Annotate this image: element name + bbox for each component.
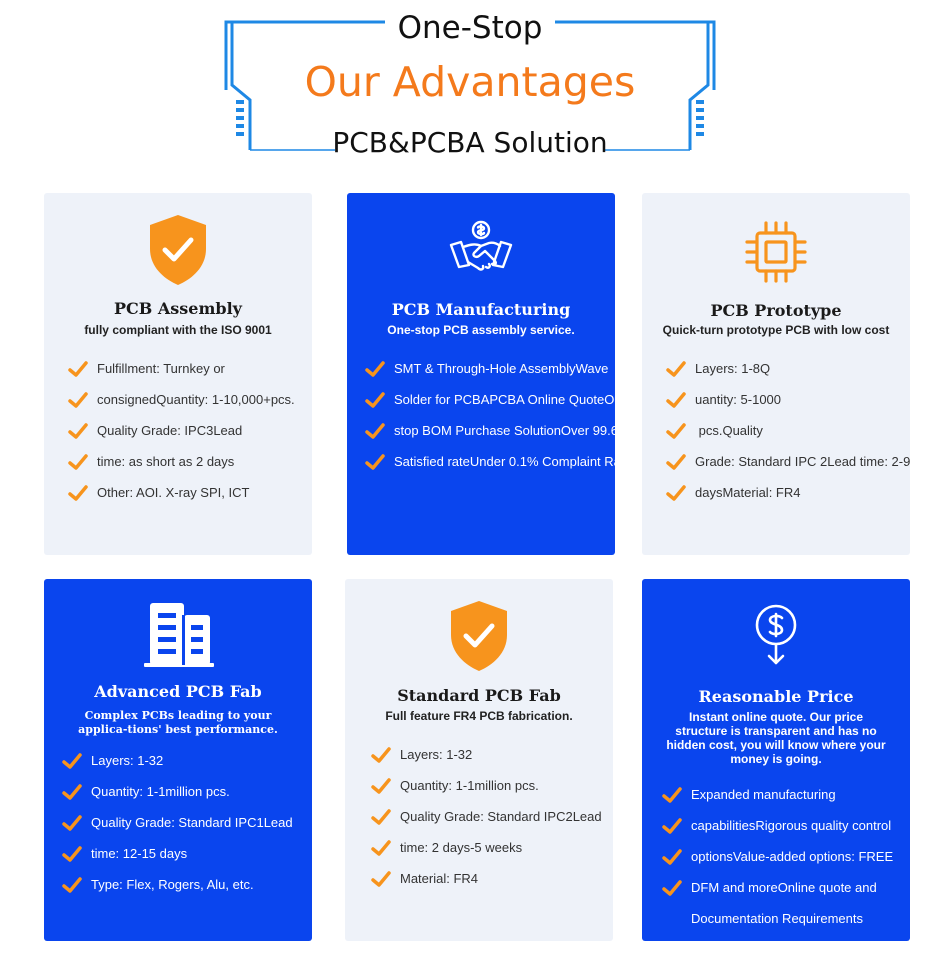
shield-check-icon [345,599,613,673]
page-header [0,0,940,170]
list-item-text: stop BOM Purchase SolutionOver 99.6% [394,423,630,438]
list-item [666,384,910,415]
check-icon [371,870,391,888]
list-item-text: Material: FR4 [400,871,479,886]
list-item [68,477,295,508]
handshake-dollar-icon [347,219,615,281]
card-title: PCB Prototype [710,301,842,320]
check-icon [662,879,682,897]
card-subtitle: Complex PCBs leading to your applica-tions' best performance. [78,709,278,736]
list-item-text: Quality Grade: Standard IPC2Lead [400,809,602,824]
check-icon [371,839,391,857]
list-item-text: Quality Grade: Standard IPC1Lead [91,815,293,830]
check-icon [68,391,88,409]
card-advanced-pcb-fab [44,579,312,941]
card-pcb-assembly [44,193,312,555]
card-title: Standard PCB Fab [397,686,561,705]
list-item [666,477,910,508]
check-icon [662,817,682,835]
check-icon [365,391,385,409]
card-pcb-manufacturing [347,193,634,555]
building-icon [44,599,312,669]
feature-list [662,779,893,934]
shield-check-icon [44,213,312,287]
check-icon [666,360,686,378]
list-item [371,801,602,832]
chip-icon [642,219,910,285]
list-item-text: Quantity: 1-1million pcs. [400,778,539,793]
list-item [62,807,293,838]
check-icon [68,453,88,471]
list-item-text: uantity: 5-1000 [695,392,782,407]
card-subtitle: Full feature FR4 PCB fabrication. [385,709,573,723]
list-item-text: Expanded manufacturing [691,787,836,802]
list-item-text: consignedQuantity: 1-10,000+pcs. [97,392,295,407]
card-subtitle: Quick-turn prototype PCB with low cost [662,323,890,337]
list-item-text: Grade: Standard IPC 2Lead time: 2-9 [695,454,911,469]
list-item-text: Solder for PCBAPCBA Online QuoteOne- [394,392,634,407]
list-item-text: capabilitiesRigorous quality control [691,818,892,833]
list-item [62,838,293,869]
list-item-text: time: 2 days-5 weeks [400,840,523,855]
check-icon [365,453,385,471]
check-icon [68,484,88,502]
check-icon [662,786,682,804]
card-title: PCB Assembly [114,299,242,318]
check-icon [62,752,82,770]
check-icon [666,453,686,471]
list-item-text: Quality Grade: IPC3Lead [97,423,243,438]
check-icon [662,848,682,866]
card-title: Reasonable Price [698,687,854,706]
list-item [371,739,602,770]
card-title: PCB Manufacturing [391,300,571,319]
list-item-text: DFM and moreOnline quote and [691,880,877,895]
list-item-text: Layers: 1-32 [400,747,473,762]
card-subtitle: One-stop PCB assembly service. [387,323,575,337]
check-icon [371,777,391,795]
list-item-text: Satisfied rateUnder 0.1% Complaint Rate [394,454,632,469]
card-title: Advanced PCB Fab [94,682,262,701]
list-item [662,841,893,872]
list-item-text: Layers: 1-32 [91,753,164,768]
list-item-text: SMT & Through-Hole AssemblyWave [394,361,609,376]
list-item [365,384,633,415]
card-reasonable-price [642,579,910,941]
check-icon [666,422,686,440]
list-item [371,770,602,801]
list-item [662,810,893,841]
list-item [365,415,633,446]
list-item [62,869,293,900]
list-item [666,353,910,384]
list-item [666,446,910,477]
feature-list [666,353,910,508]
check-icon [62,783,82,801]
card-standard-pcb-fab [345,579,613,941]
list-item [62,776,293,807]
card-pcb-prototype [642,193,910,555]
card-subtitle: Instant online quote. Our price structure is transparent and has no hidden cost, you will know where your money is going. [666,710,886,766]
check-icon [68,360,88,378]
list-item-text: daysMaterial: FR4 [695,485,801,500]
list-item [662,779,893,810]
header-line-one-stop: One-Stop [397,10,543,46]
check-icon [62,845,82,863]
check-icon [62,814,82,832]
list-item [365,353,633,384]
list-item [68,384,295,415]
check-icon [62,876,82,894]
list-item [62,745,293,776]
card-subtitle: fully compliant with the ISO 9001 [84,323,272,337]
header-line-solution: PCB&PCBA Solution [332,126,608,159]
list-item [662,872,893,903]
list-item-text: Quantity: 1-1million pcs. [91,784,230,799]
dollar-download-icon [642,603,910,667]
feature-list [371,739,602,894]
feature-list [62,745,293,900]
list-item [365,446,633,477]
list-item-text: Documentation Requirements [691,911,863,926]
list-item [68,415,295,446]
list-item-text: Other: AOI. X-ray SPI, ICT [97,485,250,500]
header-title-advantages: Our Advantages [304,58,636,106]
check-icon [68,422,88,440]
list-item-text: time: 12-15 days [91,846,188,861]
feature-list [365,353,633,477]
list-item-text: optionsValue-added options: FREE [691,849,894,864]
check-icon [371,808,391,826]
list-item [68,446,295,477]
list-item [371,832,602,863]
check-icon [371,746,391,764]
feature-list [68,353,295,508]
list-item [662,903,893,934]
list-item-text: time: as short as 2 days [97,454,235,469]
check-icon [365,360,385,378]
check-icon [666,391,686,409]
check-icon [666,484,686,502]
list-item [666,415,910,446]
list-item [371,863,602,894]
list-item-text: Type: Flex, Rogers, Alu, etc. [91,877,254,892]
list-item-text: pcs.Quality [695,423,763,438]
list-item [68,353,295,384]
list-item-text: Fulfillment: Turnkey or [97,361,225,376]
check-icon [365,422,385,440]
list-item-text: Layers: 1-8Q [695,361,771,376]
